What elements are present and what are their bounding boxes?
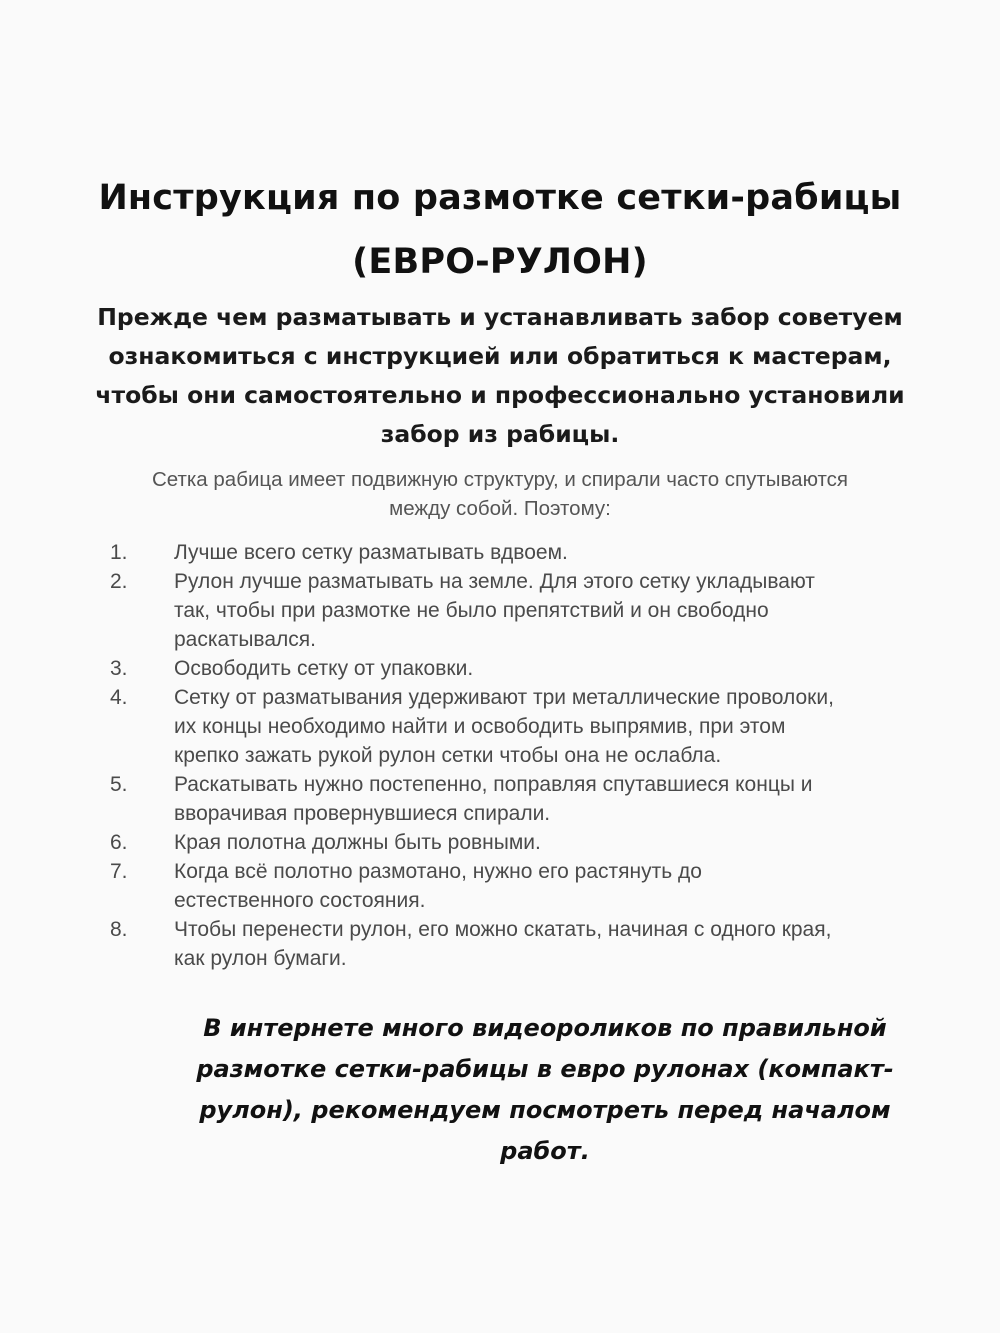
intro-line-2: ознакомиться с инструкцией или обратиться к мастерам, — [108, 342, 892, 370]
step-text — [174, 770, 950, 828]
step-text-line: Сетку от разматывания удерживают три металлические проволоки, — [174, 686, 834, 709]
step-text — [174, 538, 950, 567]
step-text — [174, 828, 950, 857]
step-1 — [110, 538, 950, 567]
step-4 — [110, 683, 950, 770]
outro-line-3: рулон), рекомендуем посмотреть перед началом — [199, 1096, 891, 1124]
step-number: 1. — [110, 541, 128, 564]
step-8 — [110, 915, 950, 973]
intro-line-3: чтобы они самостоятельно и профессионально установили — [95, 381, 905, 409]
step-number: 4. — [110, 686, 128, 709]
outro-line-2: размотке сетки-рабицы в евро рулонах (компакт- — [196, 1055, 894, 1083]
step-number: 5. — [110, 773, 128, 796]
step-7 — [110, 857, 950, 915]
step-text — [174, 857, 950, 915]
step-number: 2. — [110, 570, 128, 593]
steps-list — [110, 538, 950, 973]
step-text-line: Когда всё полотно размотано, нужно его растянуть до — [174, 860, 702, 883]
step-text-line: как рулон бумаги. — [174, 947, 347, 970]
step-text-line: Края полотна должны быть ровными. — [174, 831, 541, 854]
step-text — [174, 915, 950, 973]
step-text-line: Лучше всего сетку разматывать вдвоем. — [174, 541, 568, 564]
intro-line-1: Прежде чем разматывать и устанавливать забор советуем — [97, 303, 903, 331]
intro-line-4: забор из рабицы. — [380, 420, 620, 448]
step-3 — [110, 654, 950, 683]
page-title — [0, 166, 1000, 294]
outro-line-1: В интернете много видеороликов по правильной — [203, 1014, 887, 1042]
step-text-line: их концы необходимо найти и освободить выпрямив, при этом — [174, 715, 786, 738]
lead-paragraph — [60, 465, 940, 523]
step-text-line: Раскатывать нужно постепенно, поправляя спутавшиеся концы и — [174, 773, 813, 796]
lead-line-1: Сетка рабица имеет подвижную структуру, и спирали часто спутываются — [151, 468, 849, 491]
step-number: 8. — [110, 918, 128, 941]
step-number: 6. — [110, 831, 128, 854]
outro-line-4: работ. — [500, 1137, 590, 1165]
step-text-line: вворачивая провернувшиеся спирали. — [174, 802, 551, 825]
title-line-2: (ЕВРО-РУЛОН) — [352, 242, 648, 282]
step-text-line: крепко зажать рукой рулон сетки чтобы она не ослабла. — [174, 744, 722, 767]
step-number: 3. — [110, 657, 128, 680]
outro-paragraph — [150, 1008, 940, 1172]
step-text-line: Освободить сетку от упаковки. — [174, 657, 474, 680]
step-text — [174, 654, 950, 683]
lead-line-2: между собой. Поэтому: — [389, 497, 611, 520]
title-line-1: Инструкция по размотке сетки-рабицы — [98, 178, 902, 218]
step-5 — [110, 770, 950, 828]
step-text-line: Чтобы перенести рулон, его можно скатать, начиная с одного края, — [174, 918, 832, 941]
step-6 — [110, 828, 950, 857]
step-text-line: раскатывался. — [174, 628, 316, 651]
step-2 — [110, 567, 950, 654]
step-text — [174, 683, 950, 770]
step-number: 7. — [110, 860, 128, 883]
step-text-line: Рулон лучше разматывать на земле. Для этого сетку укладывают — [174, 570, 815, 593]
step-text-line: естественного состояния. — [174, 889, 426, 912]
intro-paragraph — [60, 298, 940, 454]
step-text-line: так, чтобы при размотке не было препятствий и он свободно — [174, 599, 769, 622]
step-text — [174, 567, 950, 654]
